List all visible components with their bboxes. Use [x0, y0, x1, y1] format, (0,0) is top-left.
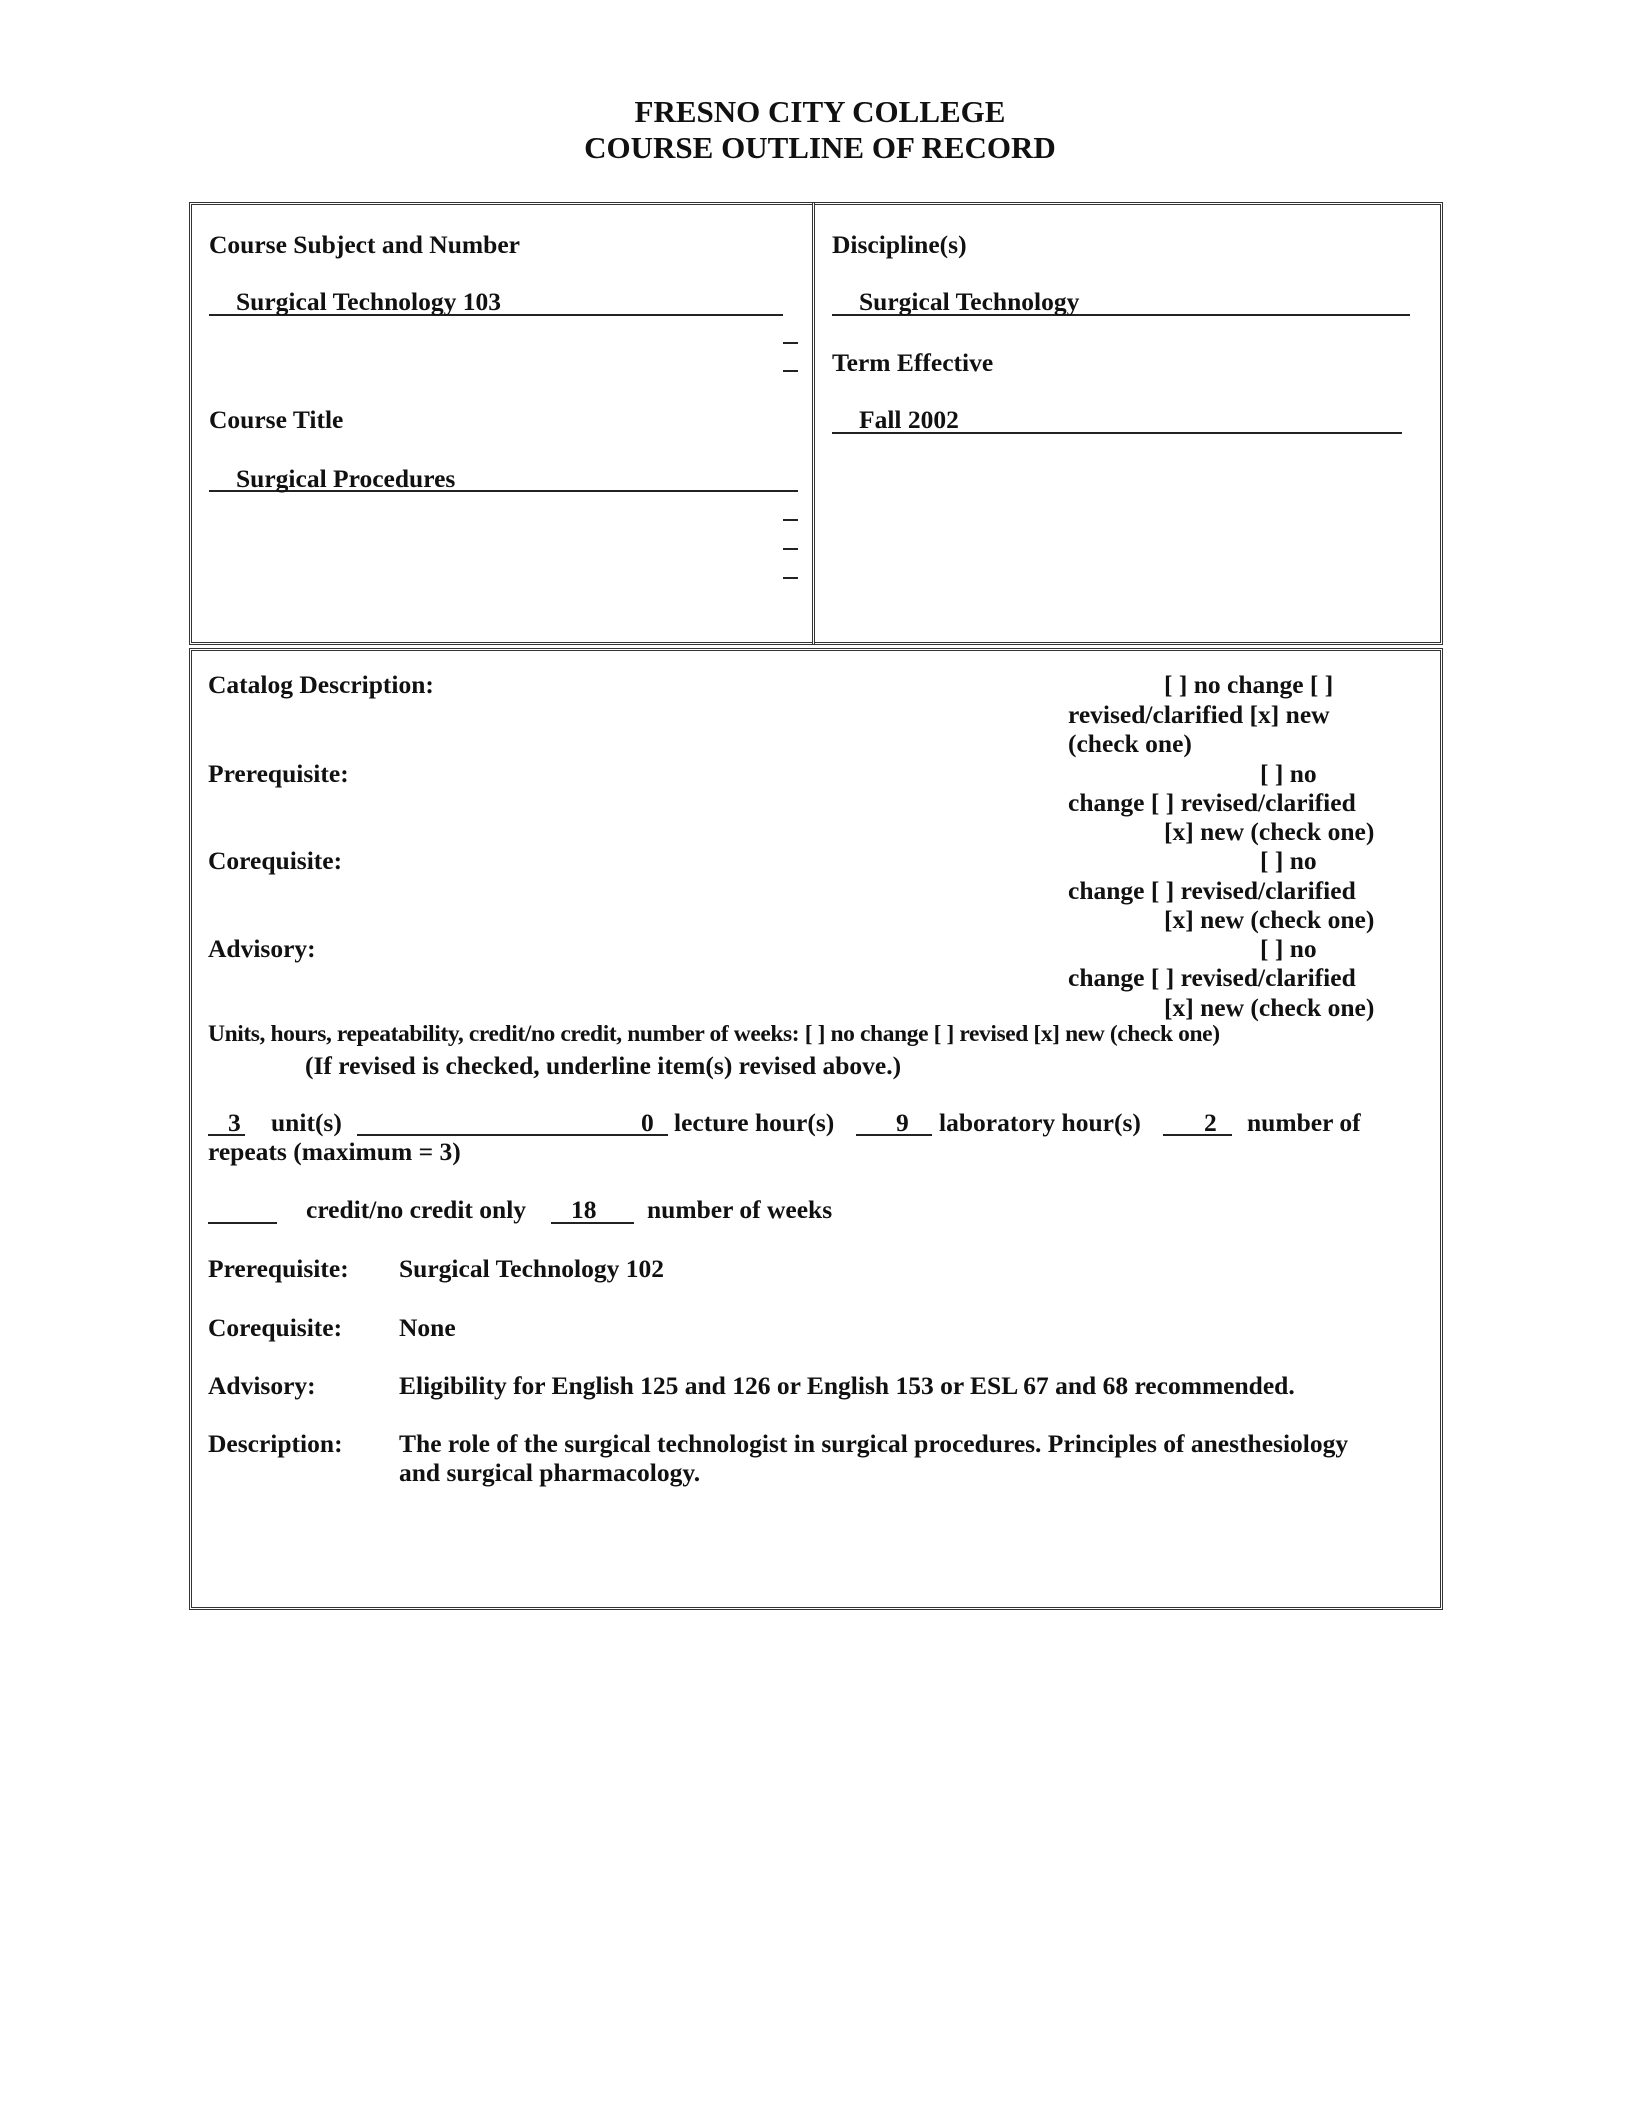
description-line-2: and surgical pharmacology.: [399, 1458, 701, 1487]
units-change-line: Units, hours, repeatability, credit/no credit, number of weeks: [ ] no change [ ] revised [x] new (check one): [208, 1021, 1220, 1047]
catalog-description-label: Catalog Description:: [208, 670, 434, 699]
blank-dash: [783, 342, 798, 344]
prerequisite-label: Prerequisite:: [208, 1254, 349, 1283]
college-name: FRESNO CITY COLLEGE: [634, 94, 1006, 129]
lab-label: laboratory hour(s): [939, 1108, 1141, 1137]
repeats-value: 2: [1204, 1108, 1217, 1137]
weeks-value: 18: [571, 1195, 597, 1224]
corequisite-check-2: change [ ] revised/clarified: [1068, 876, 1356, 905]
repeats-underline: [1163, 1134, 1232, 1136]
prerequisite-check-3: [x] new (check one): [1164, 817, 1375, 846]
document-title: COURSE OUTLINE OF RECORD: [584, 130, 1056, 165]
corequisite-change-label: Corequisite:: [208, 846, 343, 875]
course-title-label: Course Title: [209, 405, 344, 434]
discipline-label: Discipline(s): [832, 230, 967, 259]
term-label: Term Effective: [832, 348, 994, 377]
prerequisite-check-1: [ ] no: [1260, 759, 1317, 788]
advisory-label: Advisory:: [208, 1371, 316, 1400]
prerequisite-change-label: Prerequisite:: [208, 759, 349, 788]
weeks-label: number of weeks: [647, 1195, 833, 1224]
course-title-value: Surgical Procedures: [236, 464, 456, 493]
corequisite-label: Corequisite:: [208, 1313, 343, 1342]
catalog-check-line-2: revised/clarified [x] new: [1068, 700, 1330, 729]
corequisite-check-1: [ ] no: [1260, 846, 1317, 875]
subject-label: Course Subject and Number: [209, 230, 520, 259]
advisory-check-3: [x] new (check one): [1164, 993, 1375, 1022]
units-value: 3: [228, 1108, 241, 1137]
corequisite-value: None: [399, 1313, 456, 1342]
lecture-label: lecture hour(s): [674, 1108, 835, 1137]
catalog-check-line-1: [ ] no change [ ]: [1164, 670, 1334, 699]
units-label: unit(s): [271, 1108, 342, 1137]
advisory-value: Eligibility for English 125 and 126 or English 153 or ESL 67 and 68 recommended.: [399, 1371, 1295, 1400]
lecture-value: 0: [641, 1108, 654, 1137]
blank-dash: [783, 577, 798, 579]
description-label: Description:: [208, 1429, 343, 1458]
advisory-change-label: Advisory:: [208, 934, 316, 963]
lecture-underline: [357, 1134, 668, 1136]
discipline-value: Surgical Technology: [859, 287, 1080, 316]
blank-dash: [783, 370, 798, 372]
credit-underline: [208, 1222, 277, 1224]
subject-value: Surgical Technology 103: [236, 287, 501, 316]
description-line-1: The role of the surgical technologist in surgical procedures. Principles of anesthesiology: [399, 1429, 1349, 1458]
repeats-label: number of: [1247, 1108, 1361, 1137]
lab-value: 9: [896, 1108, 909, 1137]
units-change-note: (If revised is checked, underline item(s) revised above.): [305, 1051, 902, 1080]
lab-underline: [856, 1134, 932, 1136]
term-value: Fall 2002: [859, 405, 959, 434]
blank-dash: [783, 548, 798, 550]
advisory-check-1: [ ] no: [1260, 934, 1317, 963]
corequisite-check-3: [x] new (check one): [1164, 905, 1375, 934]
blank-dash: [783, 519, 798, 521]
repeats-label-continued: repeats (maximum = 3): [208, 1137, 461, 1166]
advisory-check-2: change [ ] revised/clarified: [1068, 963, 1356, 992]
prerequisite-value: Surgical Technology 102: [399, 1254, 664, 1283]
credit-label: credit/no credit only: [306, 1195, 527, 1224]
catalog-check-line-3: (check one): [1068, 729, 1192, 758]
prerequisite-check-2: change [ ] revised/clarified: [1068, 788, 1356, 817]
